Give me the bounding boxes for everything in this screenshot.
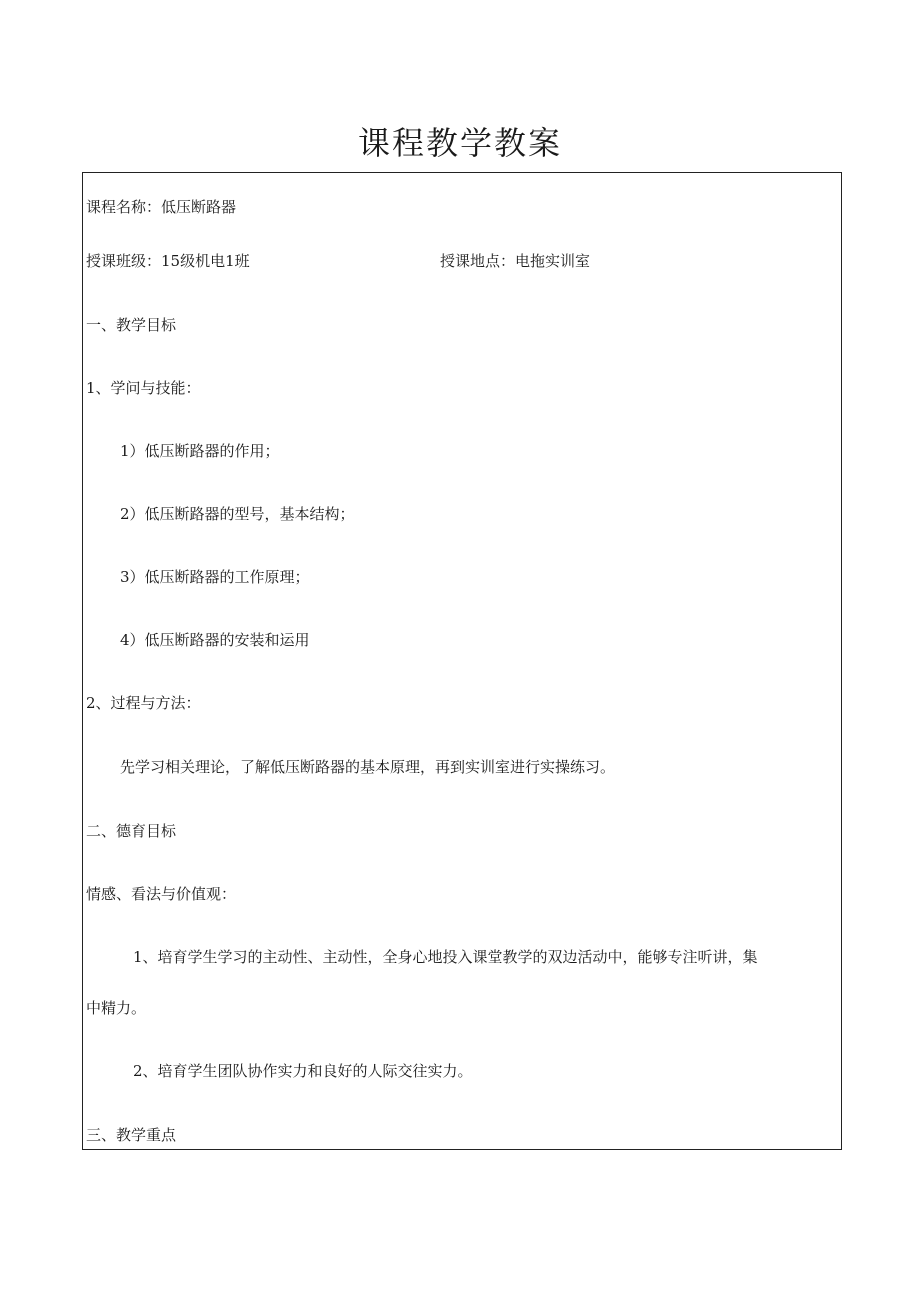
class-label: 授课班级：15级机电1班: [86, 252, 250, 270]
moral-item-1-line-2: 中精力。: [86, 999, 147, 1017]
course-name: 课程名称：低压断路器: [86, 198, 237, 216]
subsection-heading-process: 2、过程与方法：: [86, 694, 201, 712]
moral-item-1-line-1: 1、培育学生学习的主动性、主动性，全身心地投入课堂教学的双边活动中，能够专注听讲，集: [133, 948, 758, 966]
section-heading-objectives: 一、教学目标: [86, 316, 177, 334]
subsection-heading-knowledge: 1、学问与技能：: [86, 379, 201, 397]
process-text: 先学习相关理论，了解低压断路器的基本原理，再到实训室进行实操练习。: [120, 758, 616, 776]
location-label: 授课地点：电拖实训室: [440, 252, 591, 270]
section-heading-key-points: 三、教学重点: [86, 1126, 177, 1144]
subsection-heading-attitude: 情感、看法与价值观：: [86, 885, 237, 903]
list-item: 4）低压断路器的安装和运用: [120, 631, 310, 649]
page-title: 课程教学教案: [357, 124, 562, 162]
moral-item-2: 2、培育学生团队协作实力和良好的人际交往实力。: [133, 1062, 473, 1080]
list-item: 1）低压断路器的作用；: [120, 442, 280, 460]
lesson-plan-table: [82, 172, 842, 1150]
list-item: 3）低压断路器的工作原理；: [120, 568, 310, 586]
list-item: 2）低压断路器的型号，基本结构；: [120, 505, 355, 523]
section-heading-moral: 二、德育目标: [86, 822, 177, 840]
